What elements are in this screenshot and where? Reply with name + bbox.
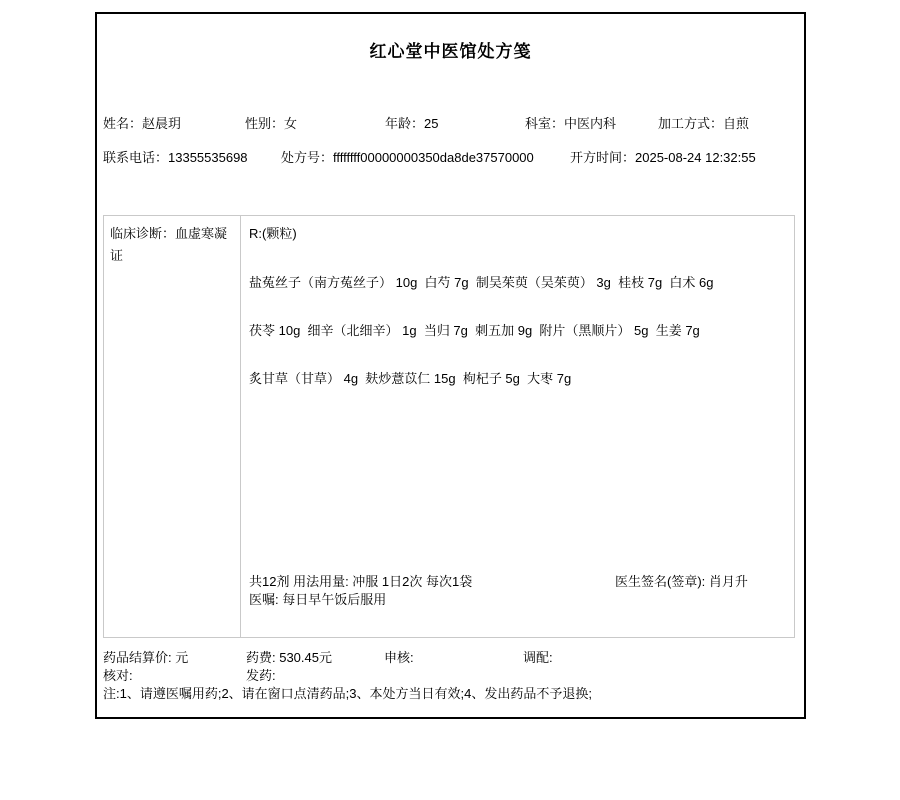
issue-field: 发药:	[246, 668, 276, 683]
dispense-field: 调配:	[523, 650, 553, 665]
note-text: 注:1、请遵医嘱用药;2、请在窗口点清药品;3、本处方当日有效;4、发出药品不予退换;	[103, 686, 592, 701]
prescription-box	[103, 215, 795, 638]
usage-summary: 共12剂 用法用量: 冲服 1日2次 每次1袋	[249, 574, 473, 589]
department: 科室：中医内科	[525, 116, 617, 131]
processing-method: 加工方式：自煎	[658, 116, 750, 131]
medicine-fee: 药费: 530.45元	[246, 650, 332, 665]
check-field: 核对:	[103, 668, 133, 683]
medicine-line: 炙甘草（甘草） 4g 麸炒薏苡仁 15g 枸杞子 5g 大枣 7g	[249, 371, 572, 386]
doctor-signature: 医生签名(签章): 肖月升	[615, 574, 748, 589]
medicine-line: 盐菟丝子（南方菟丝子） 10g 白芍 7g 制吴茱萸（吴茱萸） 3g 桂枝 7g 白术 6g	[249, 275, 714, 290]
review-field: 申核:	[384, 650, 414, 665]
settlement-price: 药品结算价: 元	[103, 650, 189, 665]
patient-gender: 性别：女	[245, 116, 298, 131]
diagnosis-cell	[104, 216, 241, 637]
rx-header: R:(颗粒)	[249, 226, 297, 241]
prescription-frame	[95, 12, 806, 719]
prescription-number: 处方号：ffffffff00000000350da8de37570000	[281, 150, 534, 165]
prescription-time: 开方时间：2025-08-24 12:32:55	[570, 150, 756, 165]
patient-name: 姓名：赵晨玥	[103, 116, 182, 131]
patient-age: 年龄：25	[385, 116, 439, 131]
contact-phone: 联系电话：13355535698	[103, 150, 248, 165]
medicine-line: 茯苓 10g 细辛（北细辛） 1g 当归 7g 刺五加 9g 附片（黑顺片） 5g 生姜 7g	[249, 323, 700, 338]
page-title: 红心堂中医馆处方笺	[369, 42, 532, 61]
clinical-diagnosis: 临床诊断：血虚寒凝证	[110, 226, 228, 263]
medical-advice: 医嘱: 每日早午饭后服用	[249, 592, 387, 607]
